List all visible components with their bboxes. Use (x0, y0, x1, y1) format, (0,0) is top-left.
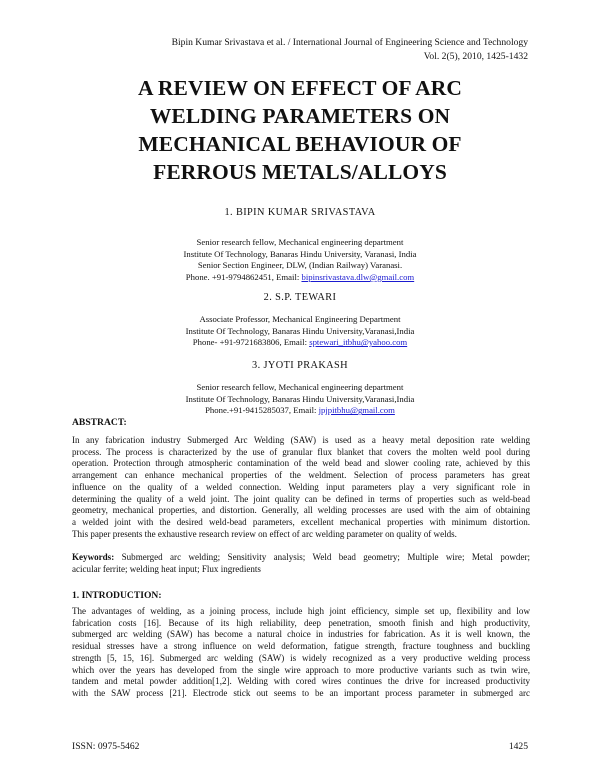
affiliation-line: Associate Professor, Mechanical Engineering Department (199, 314, 401, 324)
author-1-name: 1. BIPIN KUMAR SRIVASTAVA (224, 207, 376, 218)
journal-citation: Bipin Kumar Srivastava et al. / International Journal of Engineering Science and Technology (171, 37, 528, 48)
title-line: A REVIEW ON EFFECT OF ARC (137, 76, 463, 100)
affiliation-line: Institute Of Technology, Banaras Hindu University, Varanasi, India (183, 248, 417, 259)
contact-text: Phone- +91-9721683806, Email: (192, 337, 310, 348)
intro-line: strength [5, 15, 16]. Submerged arc welding (SAW) is widely recognized as a very productive welding process (72, 652, 530, 663)
intro-line: with the SAW process [21]. Electrode stick out seems to be an important process parameter in submerged arc (72, 687, 530, 698)
keywords-line: acicular ferrite; welding heat input; Flux ingredients (72, 563, 261, 574)
contact-text: Phone.+91-9415285037, Email: (205, 405, 319, 416)
abstract-heading: ABSTRACT: (72, 417, 127, 428)
journal-volume: Vol. 2(5), 2010, 1425-1432 (423, 51, 528, 62)
introduction-body (72, 606, 530, 700)
keywords-line (72, 552, 530, 564)
author-2-name: 2. S.P. TEWARI (263, 292, 337, 303)
intro-line: which over the years has developed from the single wire approach to more productive variants such as twin wire, (72, 664, 530, 675)
footer-page-number: 1425 (508, 741, 528, 752)
abstract-body (72, 435, 530, 540)
author-1-contact (0, 272, 600, 284)
affiliation-line: Institute Of Technology, Banaras Hindu University,Varanasi,India (185, 393, 415, 404)
affiliation-line: Senior research fellow, Mechanical engineering department (196, 382, 404, 392)
title-line: WELDING PARAMETERS ON (149, 104, 451, 128)
intro-line: residual stresses have a strong influence on weld deformation, fatigue strength, fracture toughness and buckling (72, 641, 530, 652)
keywords-label: Keywords: (72, 552, 115, 562)
abstract-line: arrangement can enhance mechanical properties of the weldment. Selection of process parameters has great (72, 470, 530, 481)
abstract-line: a welded joint with the desired weld-bead parameters, excellent mechanical properties with minimum distortion. (72, 516, 530, 527)
intro-line: tandem and metal powder addition[1,2]. Welding with cored wires continues the drive for increased productivity (72, 676, 530, 687)
abstract-line: process. The process is characterized by the use of granular flux blanket that covers the molten weld pool during (72, 446, 530, 457)
abstract-line: influence on the quality of a welded connection. Welding input parameters play a very significant role in (72, 481, 530, 492)
author-2-contact (0, 337, 600, 349)
footer-issn: ISSN: 0975-5462 (72, 741, 140, 752)
introduction-heading: 1. INTRODUCTION: (72, 590, 162, 601)
abstract-line: This paper presents the exhaustive research review on effect of arc welding parameter on quality of welds. (72, 528, 457, 539)
title-line: FERROUS METALS/ALLOYS (153, 160, 447, 184)
abstract-line: operation. Protection through atmospheric contamination of the weld bead and slower cooling rate, achieved by this (72, 458, 530, 469)
affiliation-line: Senior research fellow, Mechanical engineering department (196, 237, 404, 247)
keywords-text: Submerged arc welding; Sensitivity analysis; Weld bead geometry; Multiple wire; Metal powder; (114, 552, 530, 562)
author-3-affiliation (0, 382, 600, 417)
author-3-email-link[interactable]: jpjpitbhu@gmail.com (318, 405, 395, 416)
author-1-email-link[interactable]: bipinsrivastava.dlw@gmail.com (301, 271, 415, 282)
author-3-contact (0, 405, 600, 417)
affiliation-line: Senior Section Engineer, DLW, (Indian Railway) Varanasi. (197, 260, 403, 271)
intro-line: The advantages of welding, as a joining process, include high joint efficiency, simple set up, flexibility and low (72, 606, 530, 616)
affiliation-line: Institute Of Technology, Banaras Hindu University,Varanasi,India (185, 325, 415, 336)
keywords-block (72, 552, 530, 575)
contact-text: Phone. +91-9794862451, Email: (185, 271, 302, 282)
abstract-line: geometry, mechanical properties, and distortion. Generally, all welding processes are used with the aim of obtaining (72, 505, 530, 516)
intro-line: fabrication costs [16]. Because of its high reliability, deep penetration, smooth finish and high productivity, (72, 617, 530, 628)
abstract-line: In any fabrication industry Submerged Arc Welding (SAW) is used as a heavy metal deposition rate welding (72, 435, 530, 445)
author-3-name: 3. JYOTI PRAKASH (252, 360, 348, 371)
paper-title (60, 74, 540, 186)
title-line: MECHANICAL BEHAVIOUR OF (138, 132, 462, 156)
author-2-affiliation (0, 314, 600, 349)
journal-header (172, 36, 528, 64)
abstract-line: determining the quality of a weld joint. The joint quality can be defined in terms of properties such as weld-bead (72, 493, 530, 504)
intro-line: submerged arc welding (SAW) has become a natural choice in industries for fabrication. As it is well known, the (72, 629, 530, 640)
author-2-email-link[interactable]: sptewari_itbhu@yahoo.com (309, 337, 408, 348)
author-1-affiliation (0, 237, 600, 283)
